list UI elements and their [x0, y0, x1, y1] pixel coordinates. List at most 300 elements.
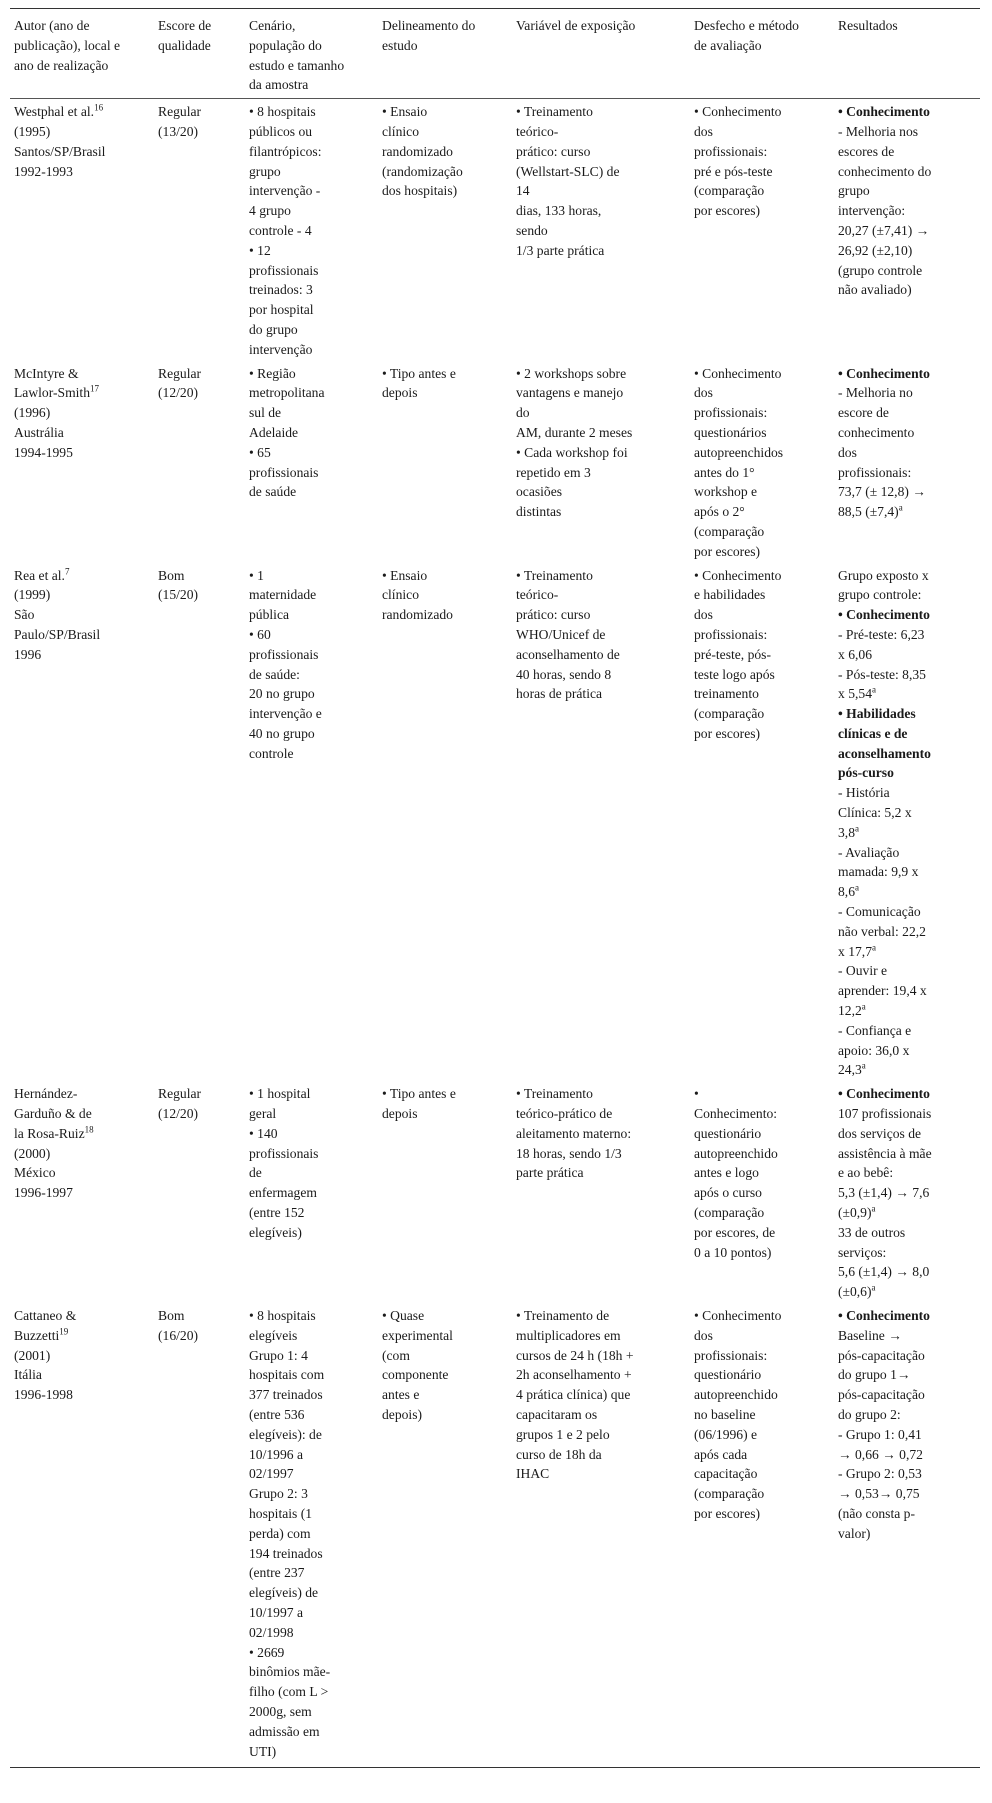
cell-line: • Treinamento — [516, 104, 593, 120]
cell-line: profissionais — [249, 1145, 319, 1161]
results-cell — [834, 1303, 980, 1768]
result-line: x 5,54$^a$ — [838, 684, 876, 702]
cell-line: clínico — [382, 587, 419, 603]
result-line: 5,6 (±1,4) → 8,0 — [838, 1264, 930, 1280]
cell-line: • Treinamento — [516, 567, 593, 583]
cell-line: (entre 152 — [249, 1205, 305, 1221]
cell-line: AM, durante 2 meses — [516, 424, 633, 440]
result-line: - Pré-teste: 6,23 — [838, 626, 925, 642]
cell-line: Regular — [158, 1086, 202, 1102]
header-line: da amostra — [249, 77, 309, 93]
result-line: dos serviços de — [838, 1125, 922, 1141]
cell-line: por escores, de — [694, 1224, 776, 1240]
reference-number: 16 — [94, 102, 104, 113]
cell-line: 40 no grupo — [249, 725, 315, 741]
cell-line: capacitaram os — [516, 1406, 598, 1422]
cell-line: • 1 — [249, 567, 264, 583]
result-line: conhecimento — [838, 424, 915, 440]
cell-line: dos — [694, 1327, 713, 1343]
cell-line: • Região — [249, 365, 296, 381]
header-design — [378, 9, 512, 99]
cell-line: Adelaide — [249, 424, 299, 440]
cell-line: • 140 — [249, 1125, 278, 1141]
cell-line: após o 2° — [694, 504, 745, 520]
result-line: → 0,53→ 0,75 — [838, 1486, 920, 1502]
cell-line: filantrópicos: — [249, 143, 322, 159]
cell-line: perda) com — [249, 1525, 311, 1541]
cell-line: multiplicadores em — [516, 1327, 621, 1343]
cell-line: 4 prática clínica) que — [516, 1387, 631, 1403]
cell-line: profissionais — [249, 646, 319, 662]
header-line: Variável de exposição — [516, 18, 636, 33]
reference-number: 7 — [64, 565, 70, 576]
result-line: assistência à mãe — [838, 1145, 932, 1161]
author-detail: Itália — [14, 1367, 42, 1383]
cell-line: autopreenchido — [694, 1145, 778, 1161]
table-header-row — [10, 9, 980, 99]
outcome-cell — [690, 361, 834, 563]
result-line: 73,7 (± 12,8) → — [838, 484, 926, 500]
cell-line: 18 horas, sendo 1/3 — [516, 1145, 622, 1161]
exposure-cell — [512, 99, 690, 361]
cell-line: dias, 133 horas, — [516, 203, 602, 219]
cell-line: autopreenchido — [694, 1387, 778, 1403]
author-name: Westphal et al.$^{16}$ — [14, 102, 104, 120]
table-row — [10, 361, 980, 563]
results-cell — [834, 99, 980, 361]
result-line: 8,6$^a$ — [838, 882, 859, 900]
result-line: - Avaliação — [838, 844, 900, 860]
cell-line: após cada — [694, 1446, 748, 1462]
cell-line: questionário — [694, 1367, 762, 1383]
cell-line: repetido em 3 — [516, 464, 591, 480]
header-score — [154, 9, 245, 99]
result-line: pós-capacitação — [838, 1387, 925, 1403]
cell-line: controle - 4 — [249, 222, 312, 238]
cell-line: (12/20) — [158, 1106, 199, 1122]
cell-line: enfermagem — [249, 1185, 317, 1201]
cell-line: intervenção e — [249, 706, 322, 722]
header-line: Resultados — [838, 18, 898, 33]
result-line: e ao bebê: — [838, 1165, 894, 1181]
cell-line: 0 a 10 pontos) — [694, 1244, 772, 1260]
cell-line: capacitação — [694, 1466, 758, 1482]
header-outcome — [690, 9, 834, 99]
cell-line: parte prática — [516, 1165, 584, 1181]
cell-line: ocasiões — [516, 484, 563, 500]
cell-line: (comparação — [694, 706, 765, 722]
result-heading: • Conhecimento — [838, 365, 930, 381]
author-cell — [10, 99, 154, 361]
cell-line: • Tipo antes e — [382, 1086, 456, 1102]
cell-line: Bom — [158, 567, 185, 583]
cell-line: • 8 hospitais — [249, 104, 316, 120]
header-line: estudo e tamanho — [249, 57, 345, 73]
cell-line: filho (com L > — [249, 1684, 329, 1700]
cell-line: do — [516, 405, 530, 421]
cell-line: e habilidades — [694, 587, 766, 603]
author-detail: México — [14, 1165, 56, 1181]
header-line: Delineamento do — [382, 18, 476, 33]
result-line: conhecimento do — [838, 163, 932, 179]
cell-line: profissionais: — [694, 1347, 768, 1363]
cell-line: por escores) — [694, 543, 761, 559]
exposure-cell — [512, 563, 690, 1082]
cell-line: pré-teste, pós- — [694, 646, 772, 662]
result-line: do grupo 2: — [838, 1406, 901, 1422]
author-detail: Austrália — [14, 424, 64, 440]
outcome-cell — [690, 99, 834, 361]
cell-line: hospitais (1 — [249, 1505, 313, 1521]
cell-line: depois — [382, 1106, 418, 1122]
cell-line: 20 no grupo — [249, 686, 315, 702]
results-cell — [834, 1081, 980, 1303]
cell-line: IHAC — [516, 1466, 550, 1482]
cell-line: 10/1996 a — [249, 1446, 303, 1462]
result-line: - Melhoria no — [838, 385, 913, 401]
result-line: → 0,66 → 0,72 — [838, 1446, 923, 1462]
outcome-cell — [690, 1303, 834, 1768]
results-cell — [834, 361, 980, 563]
cell-line: (entre 237 — [249, 1565, 305, 1581]
cell-line: questionários — [694, 424, 767, 440]
cell-line: randomizado — [382, 143, 453, 159]
cell-line: antes do 1° — [694, 464, 755, 480]
author-detail: (1996) — [14, 405, 51, 421]
cell-line: • Conhecimento — [694, 567, 782, 583]
cell-line: Regular — [158, 104, 202, 120]
cell-line: • 2 workshops sobre — [516, 365, 627, 381]
cell-line: experimental — [382, 1327, 453, 1343]
cell-line: prático: curso — [516, 143, 591, 159]
cell-line: workshop e — [694, 484, 758, 500]
result-line: 24,3$^a$ — [838, 1060, 866, 1078]
cell-line: dos hospitais) — [382, 183, 458, 199]
author-name: McIntyre & — [14, 365, 79, 381]
result-line: serviços: — [838, 1244, 887, 1260]
significance-mark: a — [861, 1001, 866, 1012]
result-line: $(\pm 0,9)^a$ — [838, 1203, 876, 1221]
cell-line: • 8 hospitais — [249, 1308, 316, 1323]
cell-line: teste logo após — [694, 666, 775, 682]
setting-cell — [245, 1081, 378, 1303]
author-detail: (2001) — [14, 1347, 51, 1363]
reference-number: 18 — [84, 1124, 94, 1135]
result-line: 3,8$^a$ — [838, 823, 859, 840]
author-name: Garduño & de — [14, 1106, 92, 1122]
header-line: Cenário, — [249, 18, 296, 33]
design-cell — [378, 1081, 512, 1303]
result-heading: • Conhecimento — [838, 104, 930, 120]
cell-line: (comparação — [694, 1486, 765, 1502]
significance-mark: a — [871, 1203, 876, 1214]
result-line: apoio: 36,0 x — [838, 1042, 910, 1058]
setting-cell — [245, 99, 378, 361]
cell-line: • Treinamento de — [516, 1308, 610, 1323]
header-line: qualidade — [158, 37, 211, 53]
cell-line: prático: curso — [516, 607, 591, 623]
cell-line: autopreenchidos — [694, 444, 784, 460]
cell-line: 2000g, sem — [249, 1703, 312, 1719]
cell-line: 02/1997 — [249, 1466, 294, 1482]
result-heading: clínicas e de — [838, 725, 908, 741]
cell-line: (15/20) — [158, 587, 199, 603]
header-line: Desfecho e método — [694, 18, 799, 33]
header-line: publicação), local e — [14, 37, 121, 53]
cell-line: grupo — [249, 163, 281, 179]
cell-line: elegíveis — [249, 1327, 298, 1343]
cell-line: curso de 18h da — [516, 1446, 602, 1462]
cell-line: de — [249, 1165, 262, 1181]
result-line: não avaliado) — [838, 282, 912, 298]
cell-line: (16/20) — [158, 1327, 199, 1343]
result-line: escores de — [838, 143, 895, 159]
author-name: Buzzetti$^{19}$ — [14, 1326, 69, 1343]
outcome-cell — [690, 563, 834, 1082]
result-line: - Pós-teste: 8,35 — [838, 666, 926, 682]
cell-line: cursos de 24 h (18h + — [516, 1347, 634, 1363]
cell-line: • Ensaio — [382, 567, 428, 583]
cell-line: 377 treinados — [249, 1387, 323, 1403]
header-line: estudo — [382, 37, 418, 53]
result-line: 12,2$^a$ — [838, 1001, 866, 1019]
result-heading: • Conhecimento — [838, 1086, 930, 1102]
header-line: ano de realização — [14, 57, 109, 73]
result-heading: • Conhecimento — [838, 607, 930, 623]
cell-line: intervenção — [249, 341, 313, 357]
result-line: - Comunicação — [838, 904, 921, 920]
cell-line: teórico- — [516, 123, 559, 139]
author-detail: 1996-1997 — [14, 1185, 73, 1201]
cell-line: • 2669 — [249, 1644, 285, 1660]
cell-line: geral — [249, 1106, 277, 1122]
cell-line: sul de — [249, 405, 282, 421]
cell-line: admissão em — [249, 1723, 320, 1739]
cell-line: • 12 — [249, 242, 271, 258]
cell-line: distintas — [516, 504, 562, 520]
author-detail: 1996-1998 — [14, 1387, 73, 1403]
cell-line: • — [694, 1086, 699, 1102]
cell-line: do grupo — [249, 321, 298, 337]
exposure-cell — [512, 1303, 690, 1768]
design-cell — [378, 361, 512, 563]
cell-line: metropolitana — [249, 385, 325, 401]
outcome-cell — [690, 1081, 834, 1303]
cell-line: hospitais com — [249, 1367, 325, 1383]
header-line: Escore de — [158, 18, 212, 33]
author-cell — [10, 1303, 154, 1768]
cell-line: (06/1996) e — [694, 1426, 758, 1442]
cell-line: depois — [382, 385, 418, 401]
cell-line: Grupo 1: 4 — [249, 1347, 308, 1363]
result-line: $(\pm 0,6)^a$ — [838, 1282, 876, 1300]
table-row — [10, 1303, 980, 1768]
result-line: (grupo controle — [838, 262, 923, 278]
cell-line: sendo — [516, 222, 548, 238]
header-line: de avaliação — [694, 37, 762, 53]
header-author — [10, 9, 154, 99]
cell-line: questionário — [694, 1125, 762, 1141]
cell-line: maternidade — [249, 587, 317, 603]
reference-number: 17 — [90, 383, 99, 394]
cell-line: após o curso — [694, 1185, 762, 1201]
score-cell — [154, 1081, 245, 1303]
table-row — [10, 99, 980, 361]
significance-mark: a — [855, 882, 859, 893]
cell-line: treinamento — [694, 686, 759, 702]
reference-number: 19 — [59, 1326, 69, 1337]
result-line: aprender: 19,4 x — [838, 983, 927, 999]
design-cell — [378, 99, 512, 361]
cell-line: profissionais — [249, 464, 319, 480]
result-heading: • Conhecimento — [838, 1308, 930, 1323]
cell-line: elegíveis): de — [249, 1426, 322, 1442]
author-name: Rea et al.$^7$ — [14, 565, 70, 583]
author-name: Lawlor-Smith$^{17}$ — [14, 383, 99, 401]
result-line: intervenção: — [838, 203, 906, 219]
cell-line: • 60 — [249, 626, 271, 642]
cell-line: pré e pós-teste — [694, 163, 773, 179]
significance-mark: a — [871, 1282, 876, 1293]
cell-line: no baseline — [694, 1406, 756, 1422]
cell-line: (comparação — [694, 523, 765, 539]
cell-line: profissionais: — [694, 143, 768, 159]
author-detail: 1994-1995 — [14, 444, 73, 460]
studies-table — [10, 8, 980, 1768]
author-cell — [10, 1081, 154, 1303]
setting-cell — [245, 563, 378, 1082]
cell-line: vantagens e manejo — [516, 385, 624, 401]
cell-line: aleitamento materno: — [516, 1125, 632, 1141]
result-line: não verbal: 22,2 — [838, 923, 926, 939]
cell-line: binômios mãe- — [249, 1664, 331, 1680]
cell-line: Regular — [158, 365, 202, 381]
significance-mark: a — [871, 684, 876, 695]
design-cell — [378, 563, 512, 1082]
cell-line: controle — [249, 745, 294, 761]
cell-line: públicos ou — [249, 123, 313, 139]
result-line: - Grupo 2: 0,53 — [838, 1466, 922, 1482]
table-row — [10, 563, 980, 1082]
result-line: valor) — [838, 1525, 871, 1541]
author-detail: (1999) — [14, 587, 51, 603]
result-line: mamada: 9,9 x — [838, 864, 919, 880]
setting-cell — [245, 1303, 378, 1768]
result-line: grupo controle: — [838, 587, 922, 603]
author-name: Hernández- — [14, 1086, 78, 1102]
cell-line: antes e — [382, 1387, 420, 1403]
cell-line: horas de prática — [516, 686, 603, 702]
cell-line: • 1 hospital — [249, 1086, 311, 1102]
header-results — [834, 9, 980, 99]
cell-line: (comparação — [694, 183, 765, 199]
result-line: 107 profissionais — [838, 1106, 932, 1122]
author-detail: Santos/SP/Brasil — [14, 143, 106, 159]
result-line: - Melhoria nos — [838, 123, 919, 139]
header-line: população do — [249, 37, 322, 53]
cell-line: (com — [382, 1347, 410, 1363]
header-exposure — [512, 9, 690, 99]
score-cell — [154, 99, 245, 361]
cell-line: • Ensaio — [382, 104, 428, 120]
cell-line: elegíveis) — [249, 1224, 302, 1240]
cell-line: WHO/Unicef de — [516, 626, 606, 642]
cell-line: clínico — [382, 123, 419, 139]
result-line: Baseline → — [838, 1327, 902, 1343]
table-body — [10, 99, 980, 1768]
cell-line: 2h aconselhamento + — [516, 1367, 632, 1383]
cell-line: 10/1997 a — [249, 1604, 303, 1620]
cell-line: (entre 536 — [249, 1406, 305, 1422]
cell-line: (13/20) — [158, 123, 199, 139]
cell-line: Bom — [158, 1308, 185, 1323]
cell-line: dos — [694, 385, 713, 401]
cell-line: • Quase — [382, 1308, 425, 1323]
author-detail: São — [14, 607, 35, 623]
result-heading: aconselhamento — [838, 745, 931, 761]
cell-line: (Wellstart-SLC) de — [516, 163, 620, 179]
result-line: 26,92 (±2,10) — [838, 242, 913, 258]
cell-line: dos — [694, 607, 713, 623]
cell-line: grupos 1 e 2 pelo — [516, 1426, 610, 1442]
result-line: grupo — [838, 183, 870, 199]
cell-line: randomizado — [382, 607, 453, 623]
author-detail: (2000) — [14, 1145, 51, 1161]
cell-line: de saúde: — [249, 666, 300, 682]
result-line: x 17,7$^a$ — [838, 942, 876, 959]
cell-line: por hospital — [249, 302, 314, 318]
author-detail: 1992-1993 — [14, 163, 73, 179]
cell-line: teórico- — [516, 587, 559, 603]
author-detail: (1995) — [14, 123, 51, 139]
result-line: 88,5 $(\pm 7,4)^a$ — [838, 502, 903, 520]
author-cell — [10, 563, 154, 1082]
header-line: Autor (ano de — [14, 18, 90, 33]
significance-mark: a — [898, 502, 903, 513]
cell-line: • Conhecimento — [694, 365, 782, 381]
result-line: dos — [838, 444, 857, 460]
score-cell — [154, 563, 245, 1082]
cell-line: por escores) — [694, 725, 761, 741]
result-line: - Grupo 1: 0,41 — [838, 1426, 922, 1442]
author-name: Cattaneo & — [14, 1308, 77, 1323]
result-line: Clínica: 5,2 x — [838, 805, 912, 821]
cell-line: Grupo 2: 3 — [249, 1486, 308, 1502]
cell-line: dos — [694, 123, 713, 139]
result-line: x 6,06 — [838, 646, 872, 662]
cell-line: componente — [382, 1367, 449, 1383]
cell-line: teórico-prático de — [516, 1106, 613, 1122]
cell-line: profissionais: — [694, 626, 768, 642]
cell-line: profissionais: — [694, 405, 768, 421]
results-cell — [834, 563, 980, 1082]
score-cell — [154, 361, 245, 563]
cell-line: UTI) — [249, 1743, 277, 1759]
cell-line: 194 treinados — [249, 1545, 323, 1561]
cell-line: (randomização — [382, 163, 463, 179]
author-cell — [10, 361, 154, 563]
cell-line: • Cada workshop foi — [516, 444, 628, 460]
cell-line: • Tipo antes e — [382, 365, 456, 381]
result-line: pós-capacitação — [838, 1347, 925, 1363]
cell-line: 4 grupo — [249, 203, 291, 219]
cell-line: por escores) — [694, 203, 761, 219]
result-line: escore de — [838, 405, 889, 421]
cell-line: (comparação — [694, 1205, 765, 1221]
exposure-cell — [512, 361, 690, 563]
cell-line: 40 horas, sendo 8 — [516, 666, 612, 682]
cell-line: de saúde — [249, 484, 297, 500]
